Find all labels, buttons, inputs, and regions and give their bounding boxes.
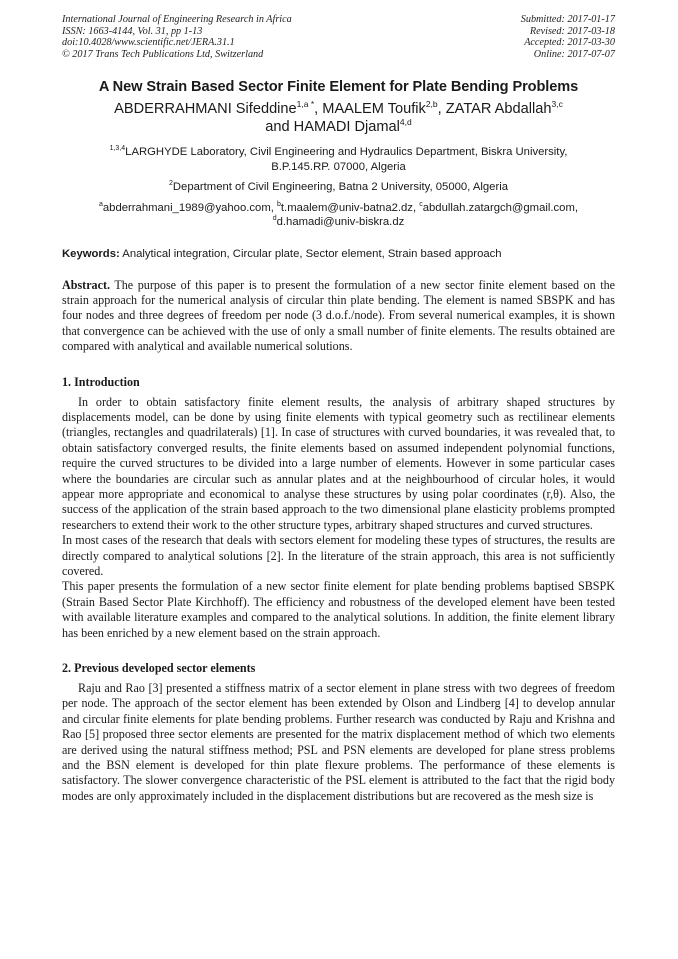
- author-sep: ,: [437, 101, 446, 117]
- section-heading-introduction: 1. Introduction: [62, 374, 140, 389]
- abstract-text: The purpose of this paper is to present the formulation of a new sector finite element based on the strain approach for the numerical analysis of circular thin plate bending. The element is named SBSPK and has four nodes and three degrees of freedom per node (3 d.o.f./node). From several numerical examples, it is shown that convergence can be achieved with the use of only a small number of finite elements. The results obtained are compared with analytical and available numerical solutions.: [62, 277, 615, 354]
- author-sup: 3,c: [551, 99, 563, 109]
- affiliation-text: LARGHYDE Laboratory, Civil Engineering and Hydraulics Department, Biskra University,: [125, 146, 568, 158]
- author-sup: 4,d: [399, 117, 412, 127]
- journal-header: [62, 14, 615, 60]
- journal-issn: ISSN: 1663-4144, Vol. 31, pp 1-13: [62, 25, 203, 37]
- affiliation-text: B.P.145.RP. 07000, Algeria: [271, 160, 406, 173]
- email-sup: a: [98, 200, 103, 208]
- email-sup: b: [277, 200, 281, 208]
- affiliation-1: [62, 145, 615, 174]
- journal-info: [62, 14, 292, 60]
- email-link[interactable]: t.maalem@univ-batna2.dz,: [280, 201, 420, 214]
- author-list: [62, 100, 615, 136]
- affiliation-sup: 2: [168, 180, 173, 187]
- journal-doi: doi:10.4028/www.scientific.net/JERA.31.1: [62, 37, 235, 48]
- intro-paragraph-1: In order to obtain satisfactory finite element results, the analysis of arbitrary shaped structures by displacements model, can be done by using finite elements with typical geometry such as rectilinear elements (triangles, rectangles and quadrilaterals) [1]. In case of structures with curved boundaries, it was revealed that, to obtain satisfactory converged results, the finite elements based on assumed independent polynomial functions, require the curved structures to be divided into a large number of elements. However in some particular cases where the boundaries are circular such as annular plates and at the neighbourhood of circular holes, it would appear more appropriate and economical to analyse these structures by using polar coordinates (r,θ). Also, the success of the application of the strain based approach to the two dimensional plane elasticity problems prompted researchers to extend their work to the other structure types, arbitrary shaped structures and curved structures.: [62, 394, 615, 532]
- journal-name: International Journal of Engineering Research in Africa: [62, 14, 292, 25]
- publication-dates: [521, 14, 615, 60]
- keywords-text: Analytical integration, Circular plate, Sector element, Strain based approach: [119, 247, 502, 260]
- date-online: Online: 2017-07-07: [533, 48, 615, 60]
- intro-paragraph-3: This paper presents the formulation of a new sector finite element for plate bending problems baptised SBSPK (Strain Based Sector Plate Kirchhoff). The efficiency and robustness of the developed element have been tested with available literature examples and compared to the analytical solutions. In addition, the finite element library has been enriched by a new element based on the strain approach.: [62, 579, 615, 640]
- keywords: [62, 248, 615, 260]
- email-sup: d: [272, 215, 277, 222]
- journal-copyright: © 2017 Trans Tech Publications Ltd, Switzerland: [62, 48, 264, 60]
- email-link[interactable]: d.hamadi@univ-biskra.dz: [276, 216, 405, 228]
- paper-title: A New Strain Based Sector Finite Element for Plate Bending Problems: [98, 79, 579, 95]
- author-sep: ,: [314, 101, 323, 117]
- paper-page: [62, 14, 615, 804]
- email-link[interactable]: abdullah.zatargch@gmail.com,: [422, 201, 579, 214]
- author-name: MAALEM Toufik: [322, 101, 426, 117]
- author-line-2: [62, 118, 615, 136]
- abstract-label: Abstract.: [62, 277, 111, 292]
- affiliation-text: Department of Civil Engineering, Batna 2 University, 05000, Algeria: [172, 181, 509, 193]
- author-name: ZATAR Abdallah: [445, 101, 552, 117]
- author-name: ABDERRAHMANI Sifeddine: [114, 101, 297, 117]
- email-sup: c: [419, 200, 423, 208]
- email-link[interactable]: abderrahmani_1989@yahoo.com,: [102, 201, 278, 214]
- intro-paragraph-2: In most cases of the research that deals with sectors element for modeling these types of structures, the results are directly compared to analytical solutions [2]. In the literature of the strain approach, this area is not sufficiently covered.: [62, 533, 615, 578]
- date-submitted: Submitted: 2017-01-17: [520, 14, 615, 25]
- author-emails: [62, 201, 615, 230]
- date-revised: Revised: 2017-03-18: [529, 25, 615, 37]
- author-sup: 1,a *: [296, 99, 315, 109]
- author-line-1: [62, 100, 615, 118]
- date-accepted: Accepted: 2017-03-30: [524, 37, 615, 48]
- previous-elements-paragraph-1: Raju and Rao [3] presented a stiffness matrix of a sector element in plane stress with two degrees of freedom per node. The approach of the sector element has been extended by Olson and Lindberg [4] to develop annular and circular finite elements for plate bending problems. Further research was conducted by Raju and Krishna and Rao [5] proposed three sector elements are presented for the matrix displacement method of which two elements are derived using the natural stiffness method; PSL and PSN elements are developed for plane stress problems and the BSN element is developed for thin plate flexure problems. The performance of these elements is satisfactory. The slower convergence characteristic of the PSL element is attributed to the fact that the rigid body modes are only approximately included in the displacement distributions but are recovered as the mesh size is: [62, 681, 615, 803]
- author-sup: 2,b: [425, 99, 438, 109]
- author-name: and HAMADI Djamal: [265, 119, 400, 135]
- affiliation-sup: 1,3,4: [109, 145, 126, 152]
- affiliation-2: [62, 180, 615, 195]
- keywords-label: Keywords:: [62, 247, 120, 260]
- section-heading-previous-elements: 2. Previous developed sector elements: [62, 661, 256, 676]
- abstract: [62, 278, 615, 355]
